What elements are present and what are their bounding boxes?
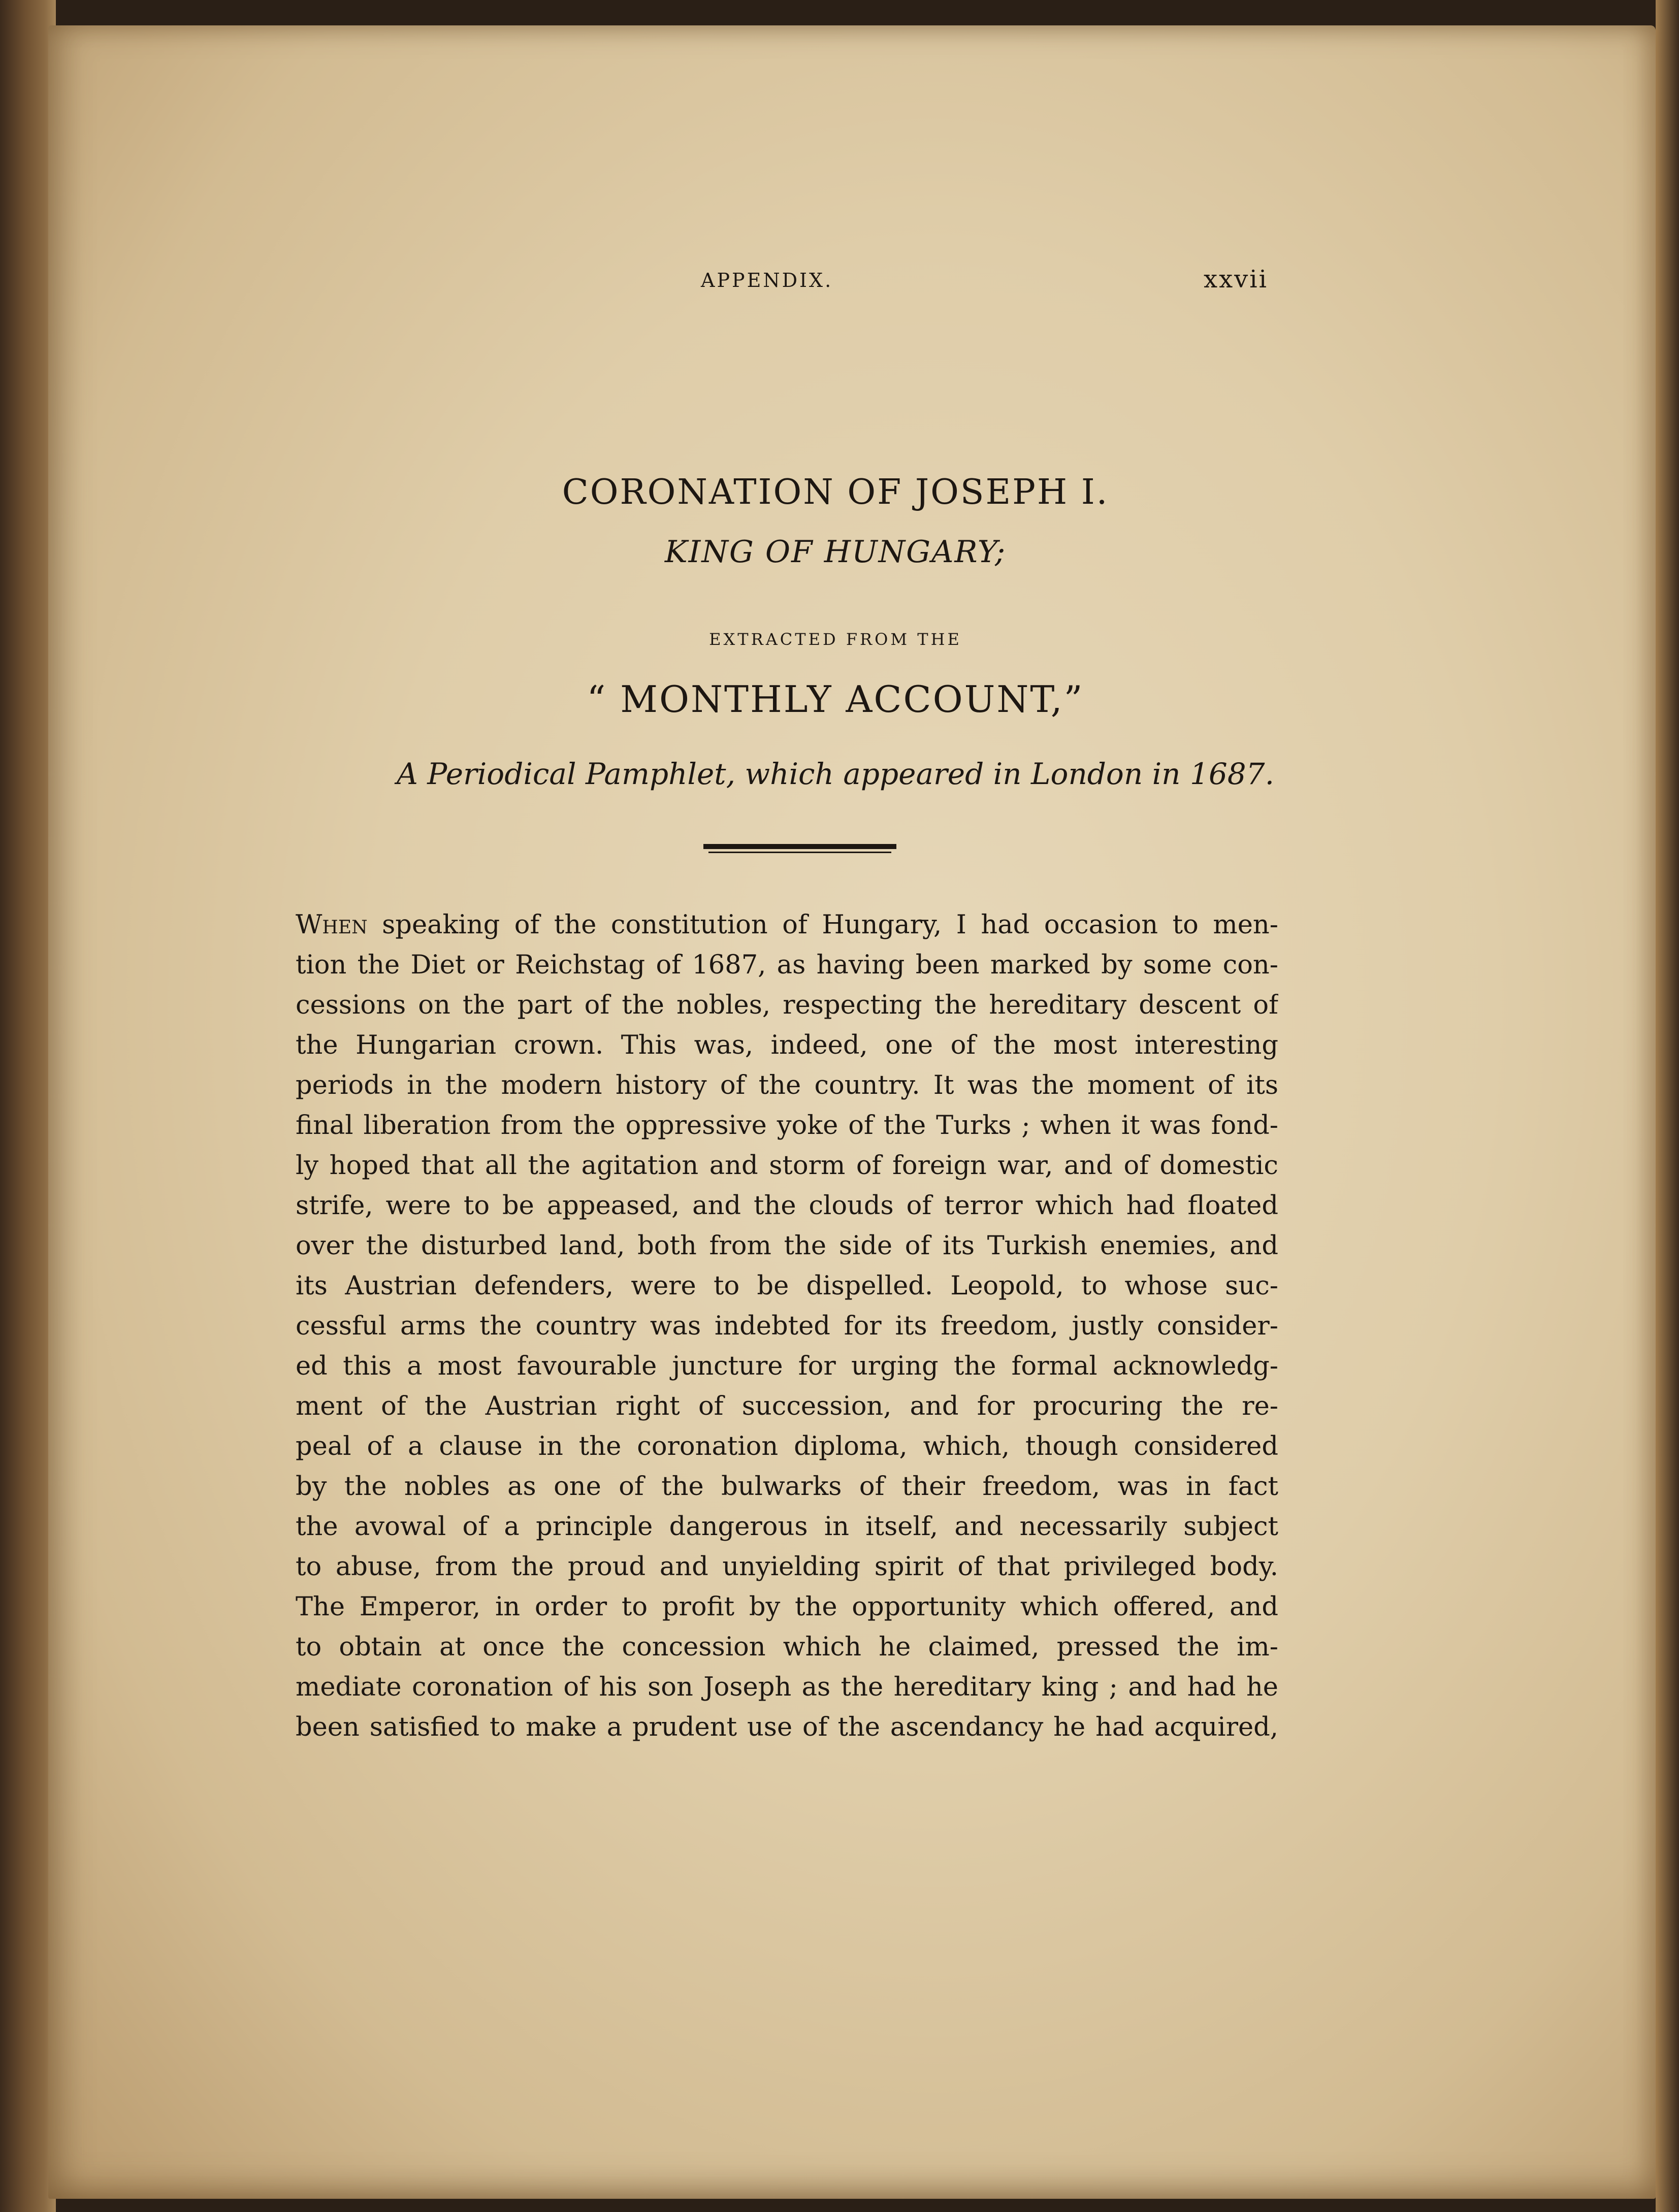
body-line: the avowal of a principle dangerous in itself, and necessarily subject <box>296 1512 1278 1542</box>
divider-thick-rule <box>703 844 896 849</box>
source-title: “ MONTHLY ACCOUNT,” <box>587 678 1084 721</box>
body-line: When speaking of the constitution of Hungary, I had occasion to men- <box>296 910 1278 940</box>
body-line: its Austrian defenders, were to be dispelled. Leopold, to whose suc- <box>296 1271 1278 1301</box>
body-line: ed this a most favourable juncture for urging the formal acknowledg- <box>296 1351 1278 1381</box>
body-line: cessions on the part of the nobles, respecting the hereditary descent of <box>296 990 1278 1020</box>
drop-word: When <box>296 910 368 940</box>
body-line: peal of a clause in the coronation diploma, which, though considered <box>296 1432 1278 1461</box>
body-line: ly hoped that all the agitation and storm of foreign war, and of domestic <box>296 1151 1278 1181</box>
body-line: strife, were to be appeased, and the clouds of terror which had floated <box>296 1191 1278 1221</box>
body-line: to abuse, from the proud and unyielding spirit of that privileged body. <box>296 1552 1278 1582</box>
body-line: over the disturbed land, both from the side of its Turkish enemies, and <box>296 1231 1278 1261</box>
body-line: to obtain at once the concession which he claimed, pressed the im- <box>296 1632 1278 1662</box>
section-divider <box>703 844 896 855</box>
body-line: the Hungarian crown. This was, indeed, one of the most interesting <box>296 1030 1278 1060</box>
extracted-line: EXTRACTED FROM THE <box>709 630 962 649</box>
page-number: xxvii <box>1204 265 1268 294</box>
body-line: ment of the Austrian right of succession, and for procuring the re- <box>296 1391 1278 1421</box>
body-line: been satisfied to make a prudent use of the ascendancy he had acquired, <box>296 1712 1278 1742</box>
title: CORONATION OF JOSEPH I. <box>562 472 1109 512</box>
divider-thin-rule <box>708 852 891 853</box>
body-line: cessful arms the country was indebted for its freedom, justly consider- <box>296 1311 1278 1341</box>
source-description: A Periodical Pamphlet, which appeared in London in 1687. <box>396 757 1275 791</box>
body-line: The Emperor, in order to profit by the opportunity which offered, and <box>296 1592 1278 1622</box>
subtitle: KING OF HUNGARY; <box>664 534 1007 570</box>
body-line: by the nobles as one of the bulwarks of their freedom, was in fact <box>296 1472 1278 1502</box>
body-paragraph <box>296 905 1278 1747</box>
body-line: final liberation from the oppressive yoke of the Turks ; when it was fond- <box>296 1111 1278 1141</box>
body-line: periods in the modern history of the country. It was the moment of its <box>296 1070 1278 1100</box>
body-line: mediate coronation of his son Joseph as the hereditary king ; and had he <box>296 1672 1278 1702</box>
body-line: tion the Diet or Reichstag of 1687, as having been marked by some con- <box>296 950 1278 980</box>
running-head: APPENDIX. <box>701 269 833 291</box>
